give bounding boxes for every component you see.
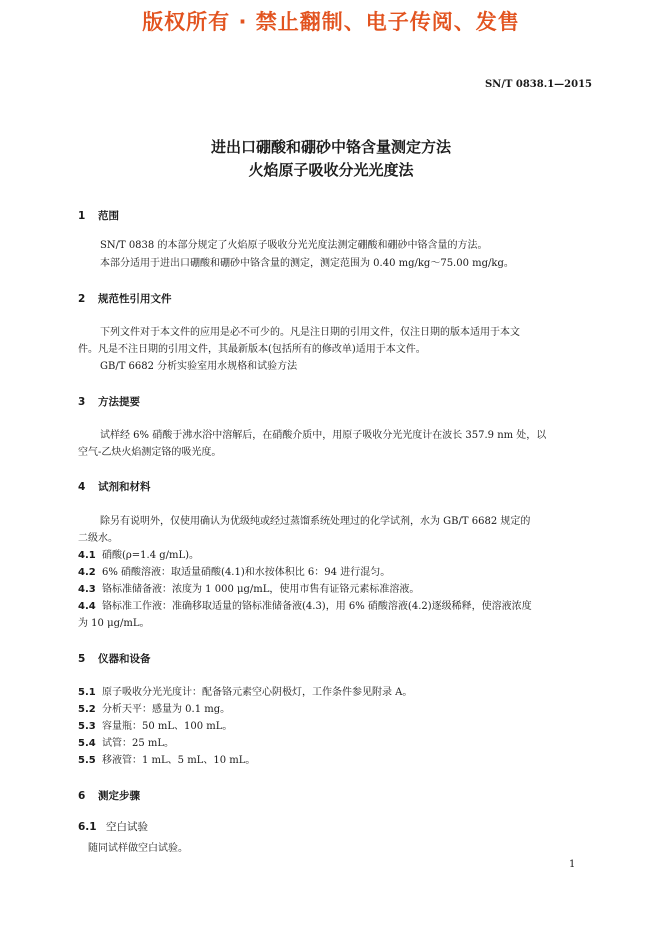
clause-number: 5.4 bbox=[78, 738, 96, 749]
clause-4-4 bbox=[78, 599, 532, 614]
document-title: 进出口硼酸和硼砂中铬含量测定方法 bbox=[210, 138, 451, 156]
standard-number: SN/T 0838.1—2015 bbox=[484, 79, 592, 90]
section-1-heading bbox=[78, 208, 119, 223]
clause-text: 6% 硝酸溶液：取适量硝酸(4.1)和水按体积比 6：94 进行混匀。 bbox=[102, 567, 391, 578]
paragraph-continuation: 件。凡是不注日期的引用文件，其最新版本(包括所有的修改单)适用于本文件。 bbox=[78, 344, 426, 355]
section-number: 5 bbox=[78, 653, 86, 665]
clause-number: 4.4 bbox=[78, 601, 96, 612]
clause-number: 5.1 bbox=[78, 687, 96, 698]
clause-text: 铬标准工作液：准确移取适量的铬标准储备液(4.3)，用 6% 硝酸溶液(4.2)逐级稀释，使溶液浓度 bbox=[102, 601, 532, 612]
paragraph: 本部分适用于进出口硼酸和硼砂中铬含量的测定，测定范围为 0.40 mg/kg～75.00 mg/kg。 bbox=[100, 258, 514, 269]
clause-text: 移液管：1 mL、5 mL、10 mL。 bbox=[102, 755, 256, 766]
section-title: 试剂和材料 bbox=[98, 481, 151, 493]
section-title: 方法提要 bbox=[98, 396, 140, 408]
section-number: 1 bbox=[78, 210, 86, 222]
clause-text: 容量瓶：50 mL、100 mL。 bbox=[102, 721, 233, 732]
normative-reference: GB/T 6682 分析实验室用水规格和试验方法 bbox=[100, 361, 298, 372]
section-title: 规范性引用文件 bbox=[98, 293, 172, 305]
clause-continuation: 为 10 μg/mL。 bbox=[78, 618, 150, 629]
clause-5-3 bbox=[78, 719, 232, 734]
clause-number: 5.2 bbox=[78, 704, 96, 715]
clause-5-1 bbox=[78, 685, 412, 700]
section-5-heading bbox=[78, 651, 151, 666]
subsection-number: 6.1 bbox=[78, 821, 97, 833]
clause-number: 4.1 bbox=[78, 550, 96, 561]
page-number: 1 bbox=[569, 859, 576, 870]
section-2-heading bbox=[78, 291, 172, 306]
section-6-heading bbox=[78, 788, 140, 803]
clause-text: 分析天平：感量为 0.1 mg。 bbox=[102, 704, 231, 715]
clause-number: 5.5 bbox=[78, 755, 96, 766]
clause-text: 硝酸(ρ=1.4 g/mL)。 bbox=[102, 550, 200, 561]
section-4-heading bbox=[78, 479, 151, 494]
clause-4-2 bbox=[78, 565, 390, 580]
clause-5-2 bbox=[78, 702, 230, 717]
subsection-title: 空白试验 bbox=[106, 821, 148, 833]
subsection-6-1-heading bbox=[78, 819, 148, 834]
clause-5-5 bbox=[78, 753, 255, 768]
paragraph-continuation: 空气-乙炔火焰测定铬的吸光度。 bbox=[78, 447, 222, 458]
section-title: 测定步骤 bbox=[98, 790, 140, 802]
clause-4-1 bbox=[78, 548, 199, 563]
clause-4-3 bbox=[78, 582, 419, 597]
section-number: 2 bbox=[78, 293, 86, 305]
section-number: 4 bbox=[78, 481, 86, 493]
clause-text: 铬标准储备液：浓度为 1 000 μg/mL，使用市售有证铬元素标准溶液。 bbox=[102, 584, 420, 595]
copyright-watermark: 版权所有 · 禁止翻制、电子传阅、发售 bbox=[142, 10, 520, 34]
paragraph: 试样经 6% 硝酸于沸水浴中溶解后，在硝酸介质中，用原子吸收分光光度计在波长 357.9 nm 处，以 bbox=[100, 430, 547, 441]
clause-5-4 bbox=[78, 736, 174, 751]
clause-number: 5.3 bbox=[78, 721, 96, 732]
section-title: 仪器和设备 bbox=[98, 653, 151, 665]
clause-text: 试管：25 mL。 bbox=[102, 738, 175, 749]
section-number: 3 bbox=[78, 396, 86, 408]
section-title: 范围 bbox=[98, 210, 119, 222]
paragraph: 除另有说明外，仅使用确认为优级纯或经过蒸馏系统处理过的化学试剂，水为 GB/T 6682 规定的 bbox=[100, 516, 531, 527]
paragraph: 下列文件对于本文件的应用是必不可少的。凡是注日期的引用文件，仅注日期的版本适用于本文 bbox=[100, 327, 520, 338]
section-number: 6 bbox=[78, 790, 86, 802]
paragraph: SN/T 0838 的本部分规定了火焰原子吸收分光光度法测定硼酸和硼砂中铬含量的方法。 bbox=[100, 240, 488, 251]
clause-number: 4.2 bbox=[78, 567, 96, 578]
section-3-heading bbox=[78, 394, 140, 409]
clause-text: 原子吸收分光光度计：配备铬元素空心阴极灯，工作条件参见附录 A。 bbox=[102, 687, 413, 698]
document-subtitle: 火焰原子吸收分光光度法 bbox=[248, 161, 414, 179]
paragraph: 随同试样做空白试验。 bbox=[88, 843, 188, 854]
clause-number: 4.3 bbox=[78, 584, 96, 595]
paragraph-continuation: 二级水。 bbox=[78, 533, 118, 544]
